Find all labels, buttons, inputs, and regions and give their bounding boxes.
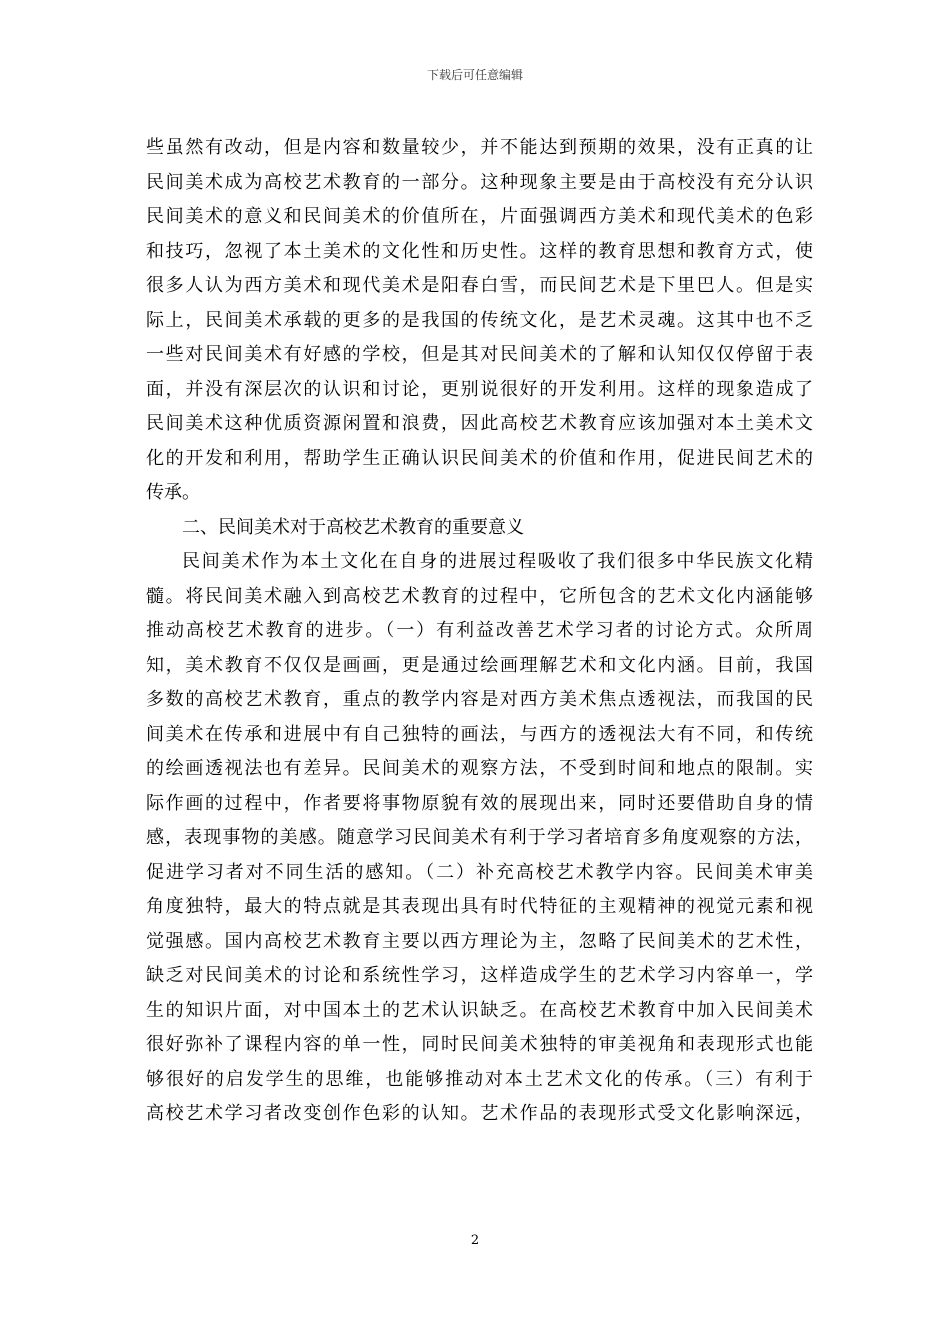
text-line: 化的开发和利用，帮助学生正确认识民间美术的价值和作用，促进民间艺术的 xyxy=(146,447,813,469)
text-line: 够很好的启发学生的思维，也能够推动对本土艺术文化的传承。（三）有利于 xyxy=(146,1068,813,1090)
text-line: 民间美术成为高校艺术教育的一部分。这种现象主要是由于高校没有充分认识 xyxy=(146,171,813,193)
body-text xyxy=(146,131,813,1132)
text-line: 面，并没有深层次的认识和讨论，更别说很好的开发利用。这样的现象造成了 xyxy=(146,378,813,400)
text-line: 传承。 xyxy=(146,482,200,503)
text-line: 生的知识片面，对中国本土的艺术认识缺乏。在高校艺术教育中加入民间美术 xyxy=(146,999,813,1021)
text-line: 和技巧，忽视了本土美术的文化性和历史性。这样的教育思想和教育方式，使 xyxy=(146,240,813,262)
page-header: 下载后可任意编辑 xyxy=(426,68,523,82)
text-line: 促进学习者对不同生活的感知。（二）补充高校艺术教学内容。民间美术审美 xyxy=(146,861,813,883)
text-line: 知，美术教育不仅仅是画画，更是通过绘画理解艺术和文化内涵。目前，我国 xyxy=(146,654,813,676)
text-line: 际上，民间美术承载的更多的是我国的传统文化，是艺术灵魂。这其中也不乏 xyxy=(146,309,813,331)
text-line: 些虽然有改动，但是内容和数量较少，并不能达到预期的效果，没有正真的让 xyxy=(146,137,813,158)
section-heading: 二、民间美术对于高校艺术教育的重要意义 xyxy=(182,516,524,538)
text-line: 一些对民间美术有好感的学校，但是其对民间美术的了解和认知仅仅停留于表 xyxy=(146,344,813,365)
text-line: 推动高校艺术教育的进步。（一）有利益改善艺术学习者的讨论方式。众所周 xyxy=(146,620,813,641)
text-line: 民间美术的意义和民间美术的价值所在，片面强调西方美术和现代美术的色彩 xyxy=(146,206,813,227)
text-line: 很多人认为西方美术和现代美术是阳春白雪，而民间艺术是下里巴人。但是实 xyxy=(146,275,813,296)
text-line: 觉强感。国内高校艺术教育主要以西方理论为主，忽略了民间美术的艺术性， xyxy=(146,930,813,952)
text-line: 感，表现事物的美感。随意学习民间美术有利于学习者培育多角度观察的方法， xyxy=(146,827,813,848)
text-line: 民间美术这种优质资源闲置和浪费，因此高校艺术教育应该加强对本土美术文 xyxy=(146,413,813,434)
text-line: 髓。将民间美术融入到高校艺术教育的过程中，它所包含的艺术文化内涵能够 xyxy=(146,585,813,607)
page-number: 2 xyxy=(470,1233,480,1248)
text-line: 多数的高校艺术教育，重点的教学内容是对西方美术焦点透视法，而我国的民 xyxy=(146,689,813,710)
text-line: 民间美术作为本土文化在自身的进展过程吸收了我们很多中华民族文化精 xyxy=(182,551,813,572)
text-line: 缺乏对民间美术的讨论和系统性学习，这样造成学生的艺术学习内容单一，学 xyxy=(146,965,813,986)
text-line: 际作画的过程中，作者要将事物原貌有效的展现出来，同时还要借助自身的情 xyxy=(146,792,813,814)
text-line: 高校艺术学习者改变创作色彩的认知。艺术作品的表现形式受文化影响深远， xyxy=(146,1103,813,1124)
text-line: 的绘画透视法也有差异。民间美术的观察方法，不受到时间和地点的限制。实 xyxy=(146,758,813,779)
text-line: 角度独特，最大的特点就是其表现出具有时代特征的主观精神的视觉元素和视 xyxy=(146,896,813,917)
text-line: 间美术在传承和进展中有自己独特的画法，与西方的透视法大有不同，和传统 xyxy=(146,723,813,745)
text-line: 很好弥补了课程内容的单一性，同时民间美术独特的审美视角和表现形式也能 xyxy=(146,1034,813,1055)
